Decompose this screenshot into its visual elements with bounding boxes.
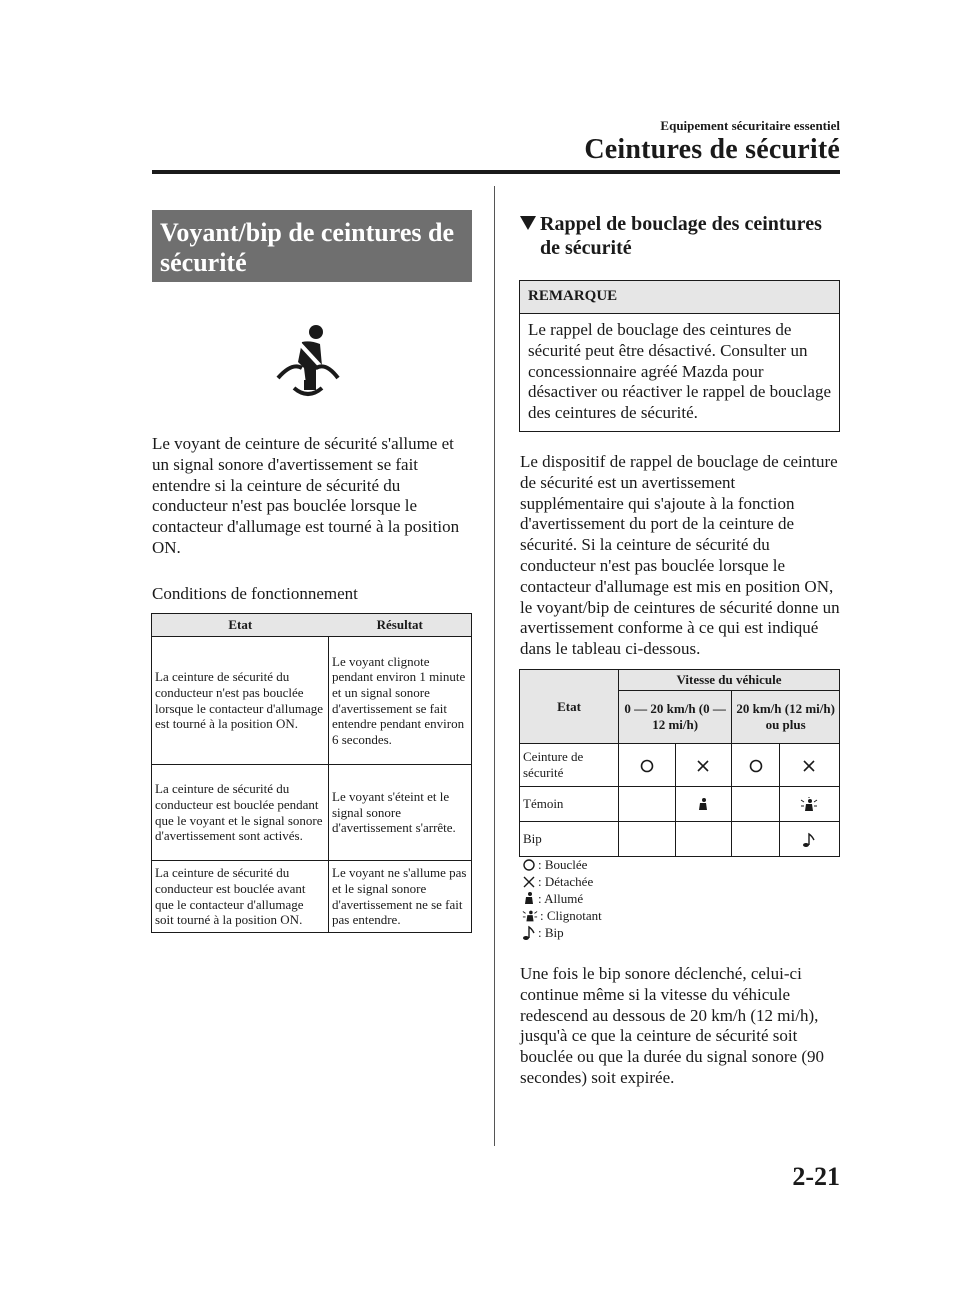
- right-heading: Rappel de bouclage des ceintures de sécurité: [540, 213, 822, 259]
- table-cell: [779, 787, 839, 822]
- table-cell: [675, 822, 732, 857]
- table-cell: La ceinture de sécurité du conducteur est bouclée pendant que le voyant et le signal sonore d'avertissement sont activés.: [152, 765, 329, 861]
- row-label-belt: Ceinture de sécurité: [520, 744, 619, 787]
- table-cell: [675, 787, 732, 822]
- legend-item: [522, 924, 602, 941]
- legend-label: : Détachée: [538, 874, 594, 889]
- table-row: [520, 787, 840, 822]
- table-cell: [779, 822, 839, 857]
- conditions-label: Conditions de fonctionnement: [152, 584, 358, 603]
- table-header-etat: Etat: [152, 614, 329, 637]
- buckled-icon: [640, 759, 654, 773]
- table-row: [152, 637, 472, 765]
- left-paragraph: Le voyant de ceinture de sécurité s'allume et un signal sonore d'avertissement se fait entendre si la ceinture de sécurité du conducteur n'est pas bouclée lorsque le contacteur d'allumage est tourné à la position ON.: [152, 434, 460, 557]
- header-title: Ceintures de sécurité: [584, 134, 840, 165]
- section-title: Voyant/bip de ceintures de sécurité: [152, 210, 472, 282]
- page-number: 2-21: [792, 1162, 840, 1191]
- light-on-icon: [696, 797, 710, 813]
- light-flashing-icon: [800, 797, 818, 813]
- unbuckled-icon: [802, 759, 816, 773]
- legend-item: [522, 890, 602, 907]
- table-cell: [732, 822, 780, 857]
- note-text: Le rappel de bouclage des ceintures de sécurité peut être désactivé. Consulter un concessionnaire agréé Mazda pour désactiver ou réactiver le rappel de bouclage des ceintures de sécurité.: [528, 320, 832, 423]
- legend-item: [522, 907, 602, 924]
- seatbelt-warning-icon: [276, 322, 340, 398]
- table-cell: [779, 744, 839, 787]
- table-cell: [732, 787, 780, 822]
- symbol-legend: [522, 856, 602, 941]
- buckled-icon: [522, 858, 536, 872]
- legend-label: : Clignotant: [540, 908, 602, 923]
- beep-icon: [522, 925, 536, 941]
- legend-item: [522, 873, 602, 890]
- buckled-icon: [749, 759, 763, 773]
- table-cell: [619, 787, 676, 822]
- light-flashing-icon: [522, 908, 538, 924]
- table-row: [152, 861, 472, 933]
- legend-label: : Bip: [538, 925, 564, 940]
- table-cell: [732, 744, 780, 787]
- right-paragraph-2: Une fois le bip sonore déclenché, celui-ci continue même si la vitesse du véhicule redescend au dessous de 20 km/h (12 mi/h), jusqu'à ce que la ceinture de sécurité soit bouclée ou que la durée du signal sonore (90 secondes) soit expirée.: [520, 964, 825, 1087]
- column-divider: [494, 186, 495, 1146]
- legend-label: : Bouclée: [538, 857, 588, 872]
- unbuckled-icon: [696, 759, 710, 773]
- conditions-table: [151, 613, 472, 933]
- table-header-speed-low: 0 — 20 km/h (0 — 12 mi/h): [619, 691, 732, 744]
- table-cell: Le voyant clignote pendant environ 1 minute et un signal sonore d'avertissement se fait entendre pendant environ 6 secondes.: [329, 637, 472, 765]
- table-row: [152, 765, 472, 861]
- table-cell: La ceinture de sécurité du conducteur est bouclée avant que le contacteur d'allumage soit tourné à la position ON.: [152, 861, 329, 933]
- row-label-beep: Bip: [520, 822, 619, 857]
- table-cell: Le voyant ne s'allume pas et le signal sonore d'avertissement ne se fait pas entendre.: [329, 861, 472, 933]
- row-label-light: Témoin: [520, 787, 619, 822]
- table-row: [520, 744, 840, 787]
- table-cell: La ceinture de sécurité du conducteur n'est pas bouclée lorsque le contacteur d'allumage est tourné à la position ON.: [152, 637, 329, 765]
- table-cell: [619, 822, 676, 857]
- table-cell: Le voyant s'éteint et le signal sonore d'avertissement s'arrête.: [329, 765, 472, 861]
- header-rule: [152, 170, 840, 174]
- triangle-bullet-icon: [520, 216, 536, 230]
- table-header-speed-high: 20 km/h (12 mi/h) ou plus: [732, 691, 840, 744]
- reminder-table: [519, 669, 840, 857]
- unbuckled-icon: [522, 875, 536, 889]
- header-subtitle: Equipement sécuritaire essentiel: [660, 118, 840, 133]
- table-header-resultat: Résultat: [329, 614, 472, 637]
- legend-item: [522, 856, 602, 873]
- table-cell: [619, 744, 676, 787]
- beep-icon: [802, 832, 816, 848]
- legend-label: : Allumé: [538, 891, 584, 906]
- table-cell: [675, 744, 732, 787]
- table-row: [520, 822, 840, 857]
- table-header-etat: Etat: [520, 670, 619, 744]
- light-on-icon: [522, 891, 536, 907]
- note-title: REMARQUE: [520, 281, 839, 314]
- right-paragraph: Le dispositif de rappel de bouclage de ceinture de sécurité est un avertissement supplémentaire qui s'ajoute à la fonction d'avertissement du port de la ceinture de sécurité. Si la ceinture de sécurité du conducteur n'est pas bouclée lorsque le contacteur d'allumage est mis en position ON, le voyant/bip de ceintures de sécurité donne un avertissement conforme à ce qui est indiqué dans le tableau ci-dessous.: [520, 452, 840, 659]
- table-header-speed: Vitesse du véhicule: [619, 670, 840, 691]
